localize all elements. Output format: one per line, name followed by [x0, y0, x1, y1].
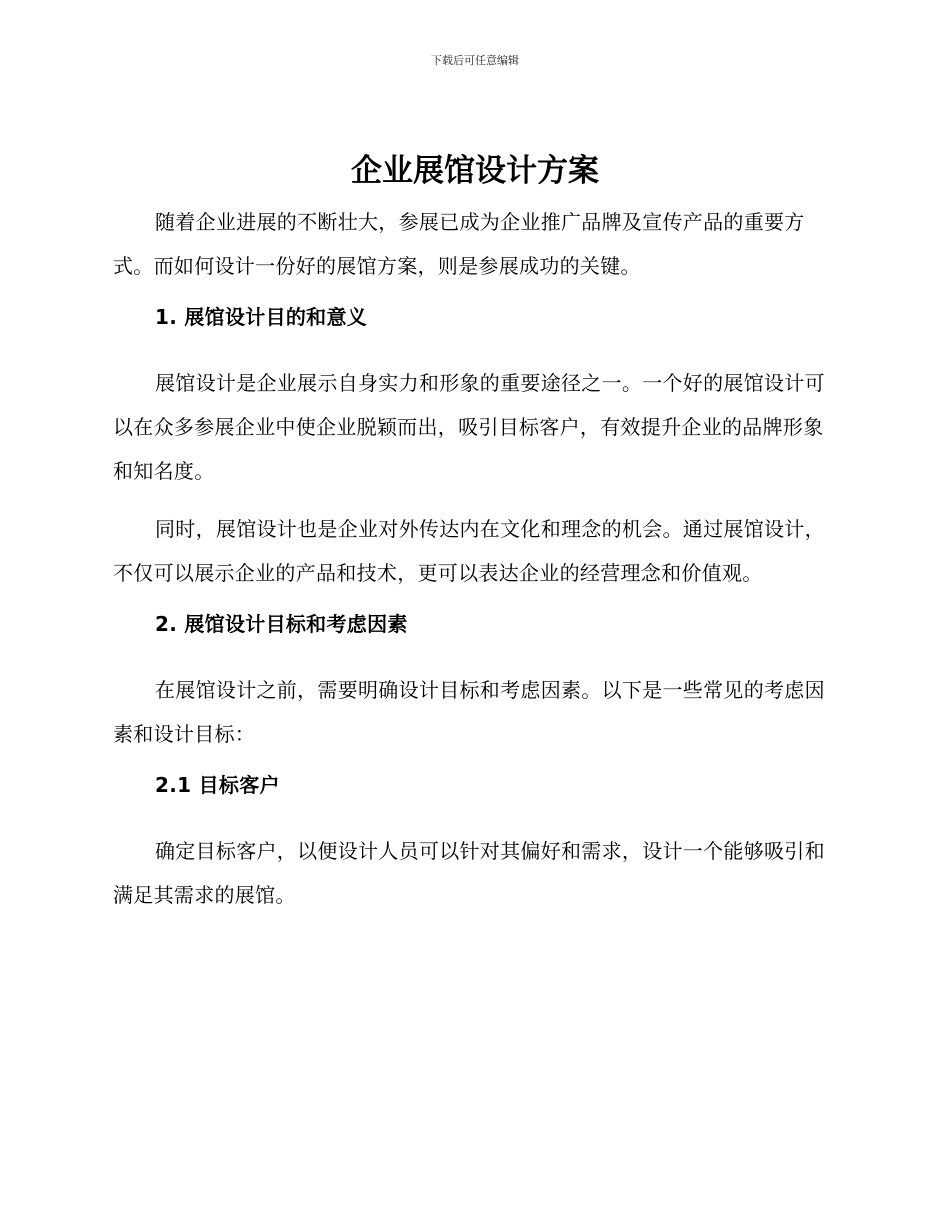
paragraph-culture: 同时，展馆设计也是企业对外传达内在文化和理念的机会。通过展馆设计，不仅可以展示企业的产品和技术，更可以表达企业的经营理念和价值观。 — [113, 517, 825, 585]
document-title: 企业展馆设计方案 — [351, 153, 599, 189]
section-heading-2-1: 2.1 目标客户 — [155, 773, 280, 797]
document-body — [113, 200, 833, 931]
section-heading-2: 2. 展馆设计目标和考虑因素 — [155, 612, 408, 636]
intro-paragraph: 随着企业进展的不断壮大，参展已成为企业推广品牌及宣传产品的重要方式。而如何设计一份好的展馆方案，则是参展成功的关键。 — [113, 210, 805, 278]
header-note: 下载后可任意编辑 — [431, 54, 519, 67]
paragraph-target-customers: 确定目标客户，以便设计人员可以针对其偏好和需求，设计一个能够吸引和满足其需求的展馆。 — [113, 839, 825, 907]
section-heading-1: 1. 展馆设计目的和意义 — [155, 305, 368, 329]
paragraph-purpose: 展馆设计是企业展示自身实力和形象的重要途径之一。一个好的展馆设计可以在众多参展企业中使企业脱颖而出，吸引目标客户，有效提升企业的品牌形象和知名度。 — [113, 371, 825, 483]
paragraph-goals: 在展馆设计之前，需要明确设计目标和考虑因素。以下是一些常见的考虑因素和设计目标： — [113, 678, 825, 746]
